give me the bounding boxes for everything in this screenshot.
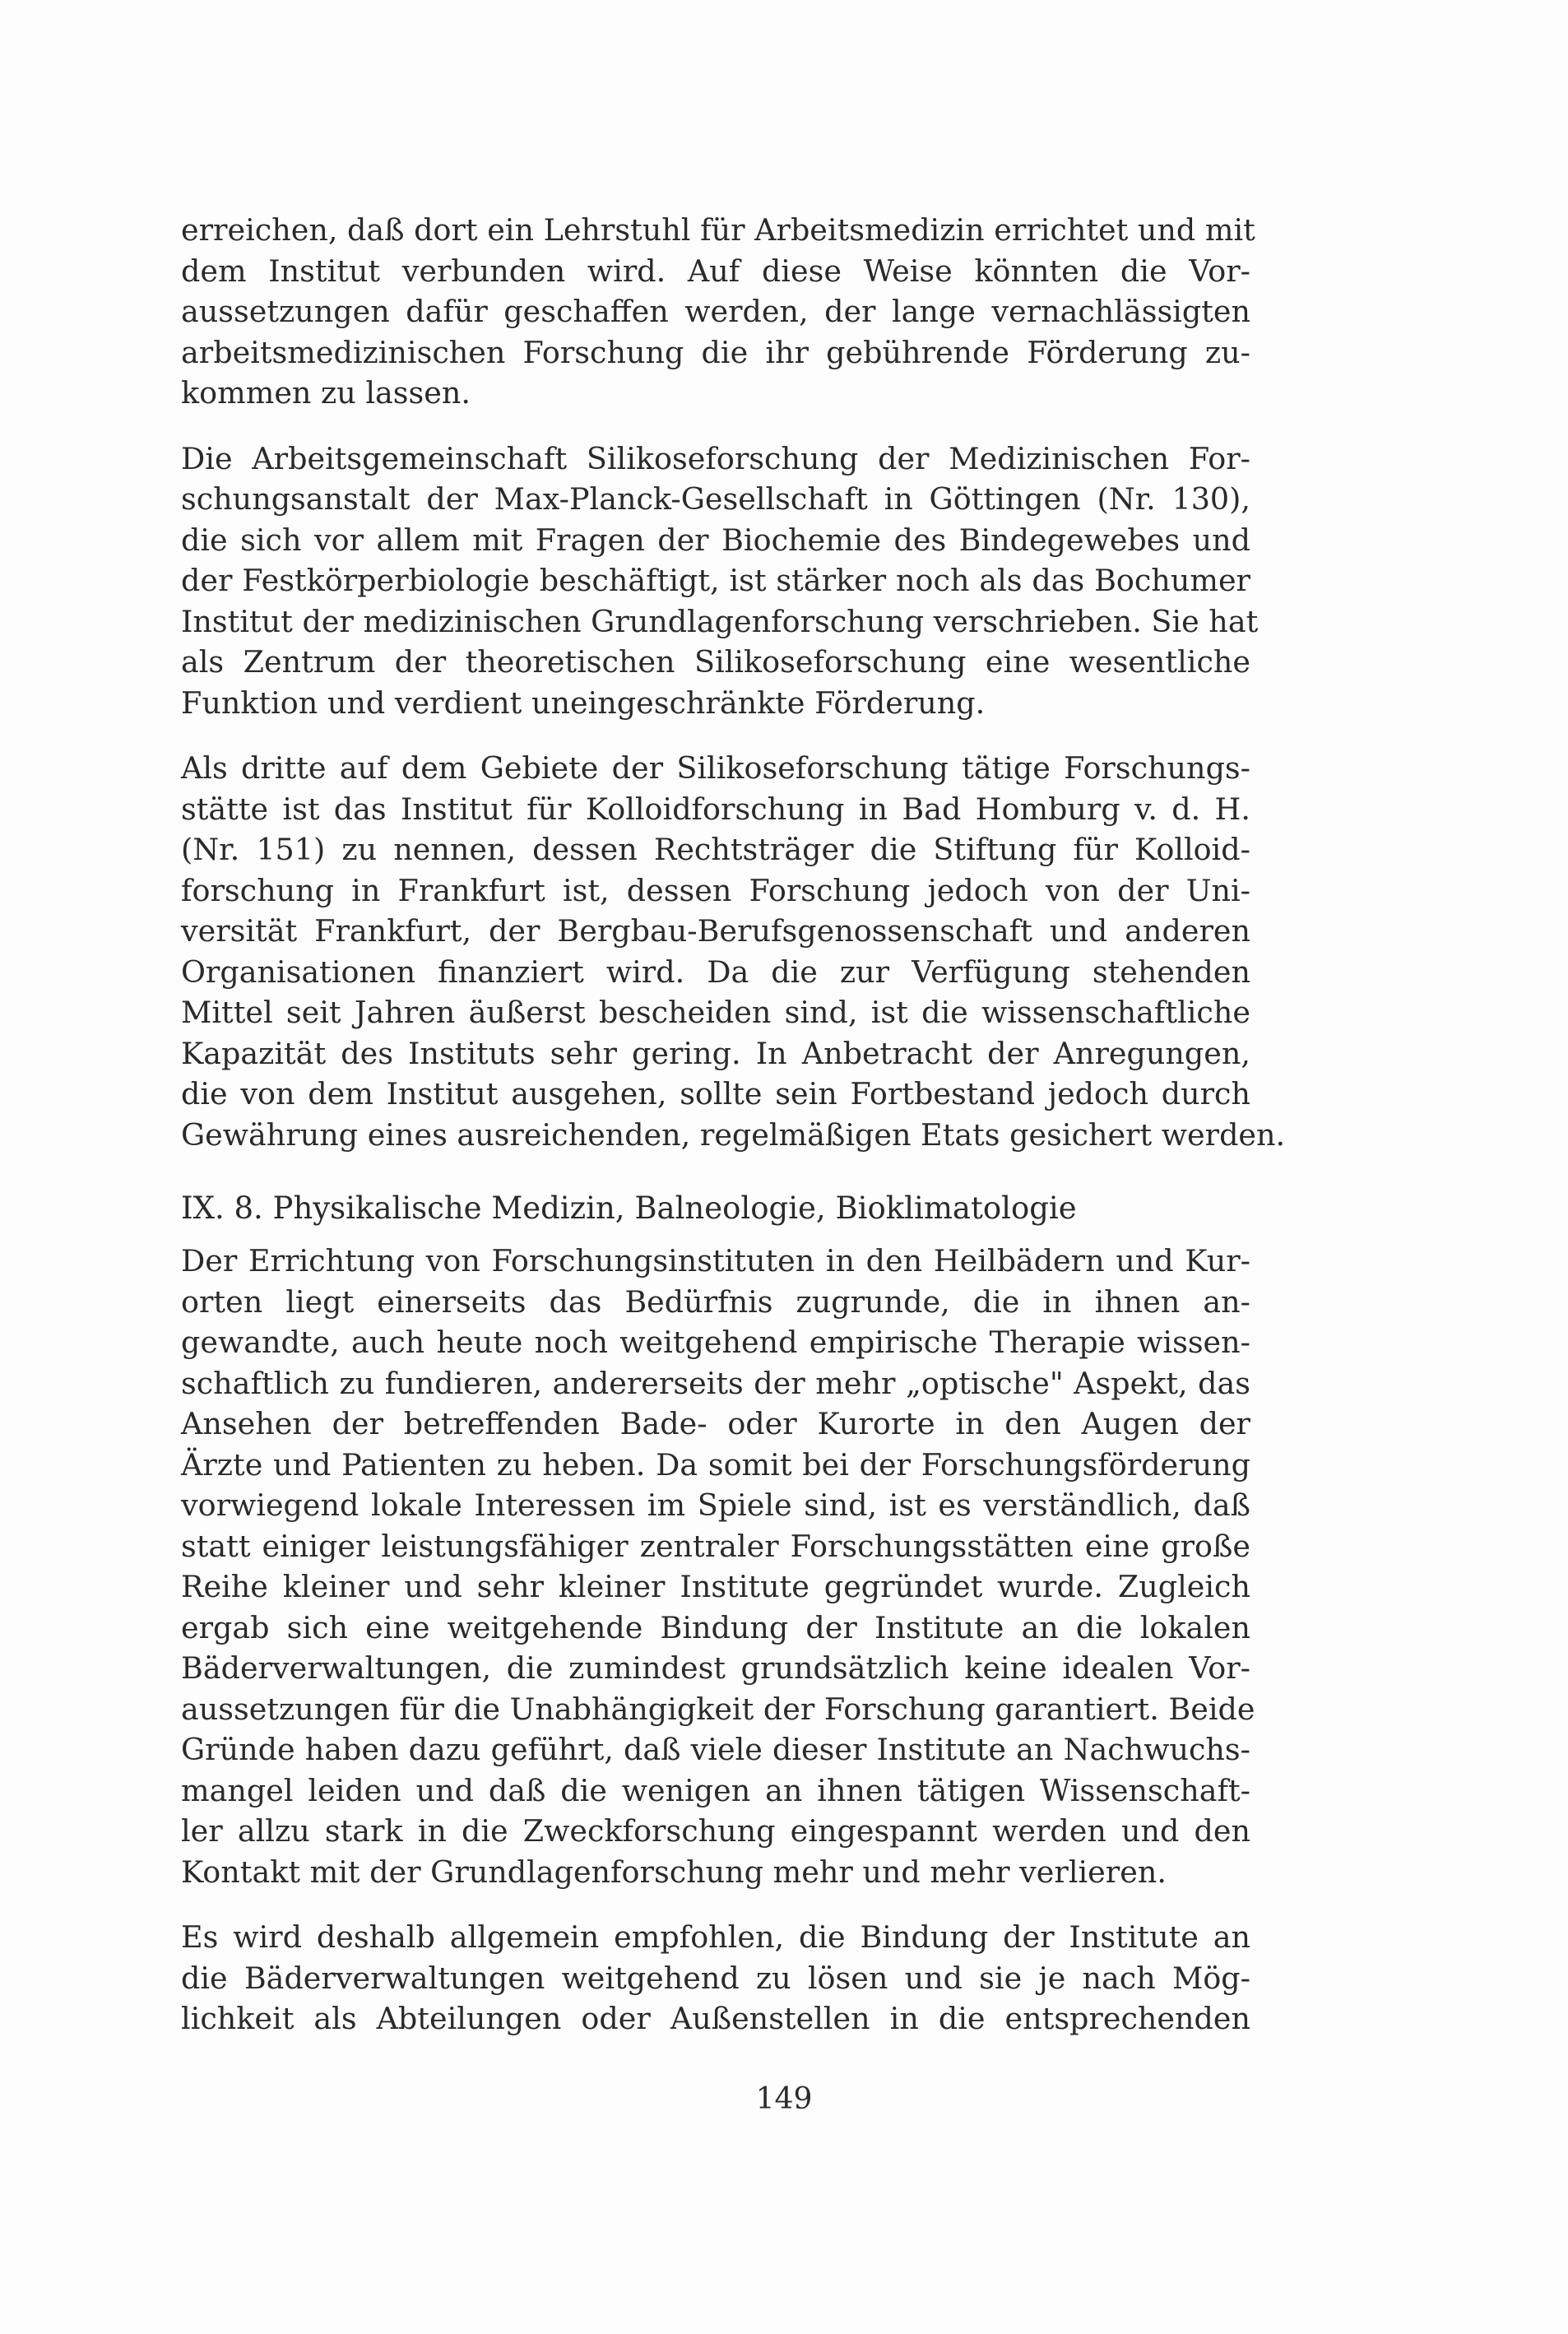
text-block xyxy=(181,210,1286,1155)
paragraph xyxy=(181,438,1259,724)
text-line: Kontakt mit der Grundlagenforschung mehr und mehr verlieren. xyxy=(181,1854,1167,1890)
text-line: statt einiger leistungsfähiger zentraler Forschungsstätten eine große xyxy=(181,1528,1250,1564)
text-line: schaftlich zu fundieren, andererseits der mehr „optische" Aspekt, das xyxy=(181,1365,1250,1401)
paragraph xyxy=(181,1241,1255,1892)
text-line: erreichen, daß dort ein Lehrstuhl für Arbeitsmedizin errichtet und mit xyxy=(181,212,1255,248)
text-line: der Festkörperbiologie beschäftigt, ist stärker noch als das Bochumer xyxy=(181,563,1250,598)
text-line: Bäderverwaltungen, die zumindest grundsätzlich keine idealen Vor- xyxy=(181,1650,1250,1686)
text-line: mangel leiden und daß die wenigen an ihnen tätigen Wissenschaft- xyxy=(181,1772,1250,1808)
text-line: Gewährung eines ausreichenden, regelmäßigen Etats gesichert werden. xyxy=(181,1116,1286,1153)
text-line: (Nr. 151) zu nennen, dessen Rechtsträger die Stiftung für Kolloid- xyxy=(181,832,1250,867)
text-line: Der Errichtung von Forschungsinstituten in den Heilbädern und Kur- xyxy=(181,1243,1250,1278)
text-line: Kapazität des Instituts sehr gering. In Anbetracht der Anregungen, xyxy=(181,1035,1250,1071)
text-line: kommen zu lassen. xyxy=(181,375,471,411)
text-line: Ärzte und Patienten zu heben. Da somit bei der Forschungsförderung xyxy=(181,1446,1250,1483)
text-line: als Zentrum der theoretischen Silikoseforschung eine wesentliche xyxy=(181,644,1250,680)
section-text-block xyxy=(181,1241,1255,2039)
text-line: Es wird deshalb allgemein empfohlen, die Bindung der Institute an xyxy=(181,1919,1250,1955)
text-line: lichkeit als Abteilungen oder Außenstellen in die entsprechenden xyxy=(181,2001,1250,2036)
page-body xyxy=(181,210,1286,2064)
text-line: die von dem Institut ausgehen, sollte sein Fortbestand jedoch durch xyxy=(181,1076,1250,1111)
text-line: Mittel seit Jahren äußerst bescheiden sind, ist die wissenschaftliche xyxy=(181,995,1250,1030)
paragraph xyxy=(181,210,1255,414)
text-line: aussetzungen für die Unabhängigkeit der Forschung garantiert. Beide xyxy=(181,1691,1255,1727)
paragraph xyxy=(181,1917,1250,2039)
paragraph xyxy=(181,748,1286,1155)
text-line: dem Institut verbunden wird. Auf diese Weise könnten die Vor- xyxy=(181,253,1250,289)
text-line: versität Frankfurt, der Bergbau-Berufsgenossenschaft und anderen xyxy=(181,913,1250,949)
text-line: Institut der medizinischen Grundlagenforschung verschrieben. Sie hat xyxy=(181,603,1259,639)
text-line: stätte ist das Institut für Kolloidforschung in Bad Homburg v. d. H. xyxy=(181,791,1250,827)
text-line: arbeitsmedizinischen Forschung die ihr gebührende Förderung zu- xyxy=(181,334,1250,370)
text-line: aussetzungen dafür geschaffen werden, der lange vernachlässigten xyxy=(181,294,1250,329)
text-line: gewandte, auch heute noch weitgehend empirische Therapie wissen- xyxy=(181,1325,1250,1360)
text-line: Reihe kleiner und sehr kleiner Institute gegründet wurde. Zugleich xyxy=(181,1569,1250,1604)
page-number: 149 xyxy=(755,2082,813,2116)
text-line: Funktion und verdient uneingeschränkte Förderung. xyxy=(181,684,986,721)
text-line: die Bäderverwaltungen weitgehend zu lösen und sie je nach Mög- xyxy=(181,1960,1250,1996)
text-line: die sich vor allem mit Fragen der Biochemie des Bindegewebes und xyxy=(181,522,1250,558)
section-heading: IX. 8. Physikalische Medizin, Balneologie, Bioklimatologie xyxy=(181,1190,1077,1226)
text-line: Als dritte auf dem Gebiete der Silikoseforschung tätige Forschungs- xyxy=(181,750,1250,786)
text-line: Ansehen der betreffenden Bade- oder Kurorte in den Augen der xyxy=(181,1406,1250,1441)
text-line: Organisationen finanziert wird. Da die zur Verfügung stehenden xyxy=(181,954,1250,990)
text-line: ergab sich eine weitgehende Bindung der Institute an die lokalen xyxy=(181,1609,1250,1645)
text-line: vorwiegend lokale Interessen im Spiele sind, ist es verständlich, daß xyxy=(181,1487,1250,1523)
text-line: orten liegt einerseits das Bedürfnis zugrunde, die in ihnen an- xyxy=(181,1283,1250,1320)
text-line: Die Arbeitsgemeinschaft Silikoseforschung der Medizinischen For- xyxy=(181,440,1250,476)
text-line: forschung in Frankfurt ist, dessen Forschung jedoch von der Uni- xyxy=(181,872,1250,908)
text-line: ler allzu stark in die Zweckforschung eingespannt werden und den xyxy=(181,1813,1250,1849)
text-line: Gründe haben dazu geführt, daß viele dieser Institute an Nachwuchs- xyxy=(181,1732,1250,1767)
text-line: schungsanstalt der Max-Planck-Gesellschaft in Göttingen (Nr. 130), xyxy=(181,481,1250,517)
